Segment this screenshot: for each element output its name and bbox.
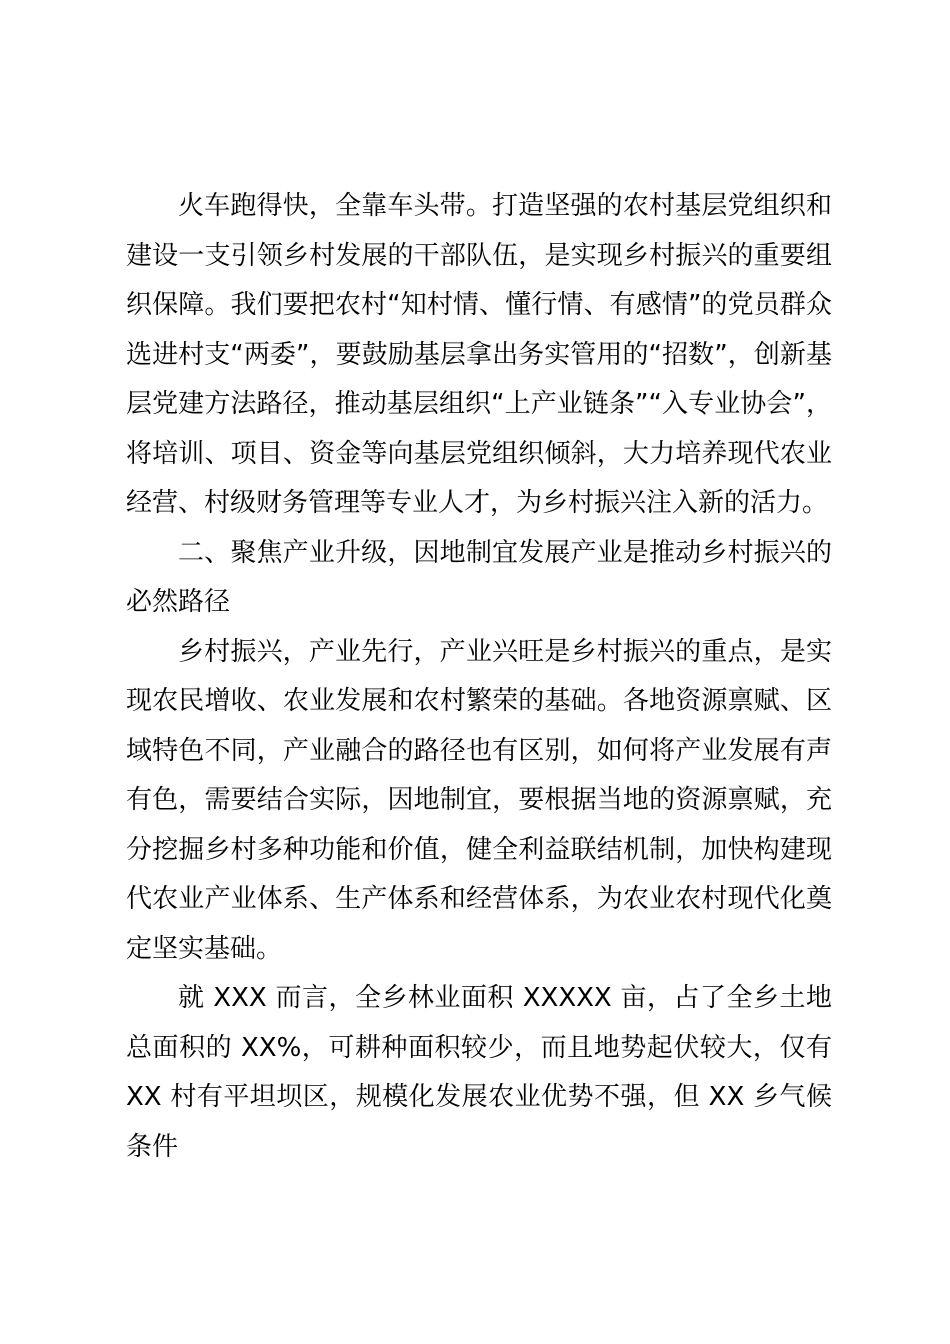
paragraph-industry-development: 乡村振兴，产业先行，产业兴旺是乡村振兴的重点，是实现农民增收、农业发展和农村繁荣的基础。各地资源禀赋、区域特色不同，产业融合的路径也有区别，如何将产业发展有声有色，需要结合实际，因地制宜，要根据当地的资源禀赋，充分挖掘乡村多种功能和价值，健全利益联结机制，加快构建现代农业产业体系、生产体系和经营体系，为农业农村现代化奠定坚实基础。	[126, 636, 832, 964]
document-page	[126, 182, 832, 1172]
section-heading-industry: 二、聚焦产业升级，因地制宜发展产业是推动乡村振兴的必然路径	[126, 537, 832, 617]
paragraph-party-building: 火车跑得快，全靠车头带。打造坚强的农村基层党组织和建设一支引领乡村发展的干部队伍，是实现乡村振兴的重要组织保障。我们要把农村“知村情、懂行情、有感情”的党员群众选进村支“两委”，要鼓励基层拿出务实管用的“招数”，创新基层党建方法路径，推动基层组织“上产业链条”“入专业协会”，将培训、项目、资金等向基层党组织倾斜，大力培养现代农业经营、村级财务管理等专业人才，为乡村振兴注入新的活力。	[126, 191, 832, 518]
paragraph-local-conditions: 就 XXX 而言，全乡林业面积 XXXXX 亩，占了全乡土地总面积的 XX%，可耕种面积较少，而且地势起伏较大，仅有 XX 村有平坦坝区，规模化发展农业优势不强，但 XX 乡气候条件	[126, 983, 832, 1162]
